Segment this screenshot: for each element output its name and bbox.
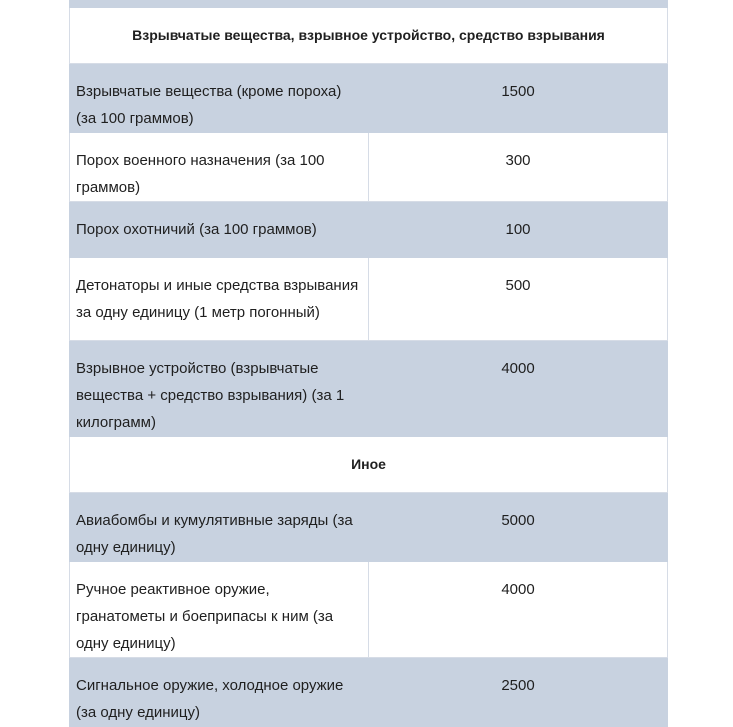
item-name: Авиабомбы и кумулятивные заряды (за одну единицу) — [70, 493, 369, 562]
table-row — [70, 64, 668, 133]
table-row — [70, 562, 668, 658]
price-table-container — [69, 0, 668, 721]
table-row — [70, 258, 668, 341]
section-header-explosives — [70, 8, 668, 64]
item-name: Детонаторы и иные средства взрывания за одну единицу (1 метр погонный) — [70, 258, 369, 341]
section-title: Иное — [70, 437, 668, 493]
item-value: 2500 — [369, 658, 668, 727]
item-value: 1500 — [369, 64, 668, 133]
item-value: 5000 — [369, 493, 668, 562]
section-header-other — [70, 437, 668, 493]
item-value: 4000 — [369, 562, 668, 658]
item-value: 100 — [369, 202, 668, 258]
item-name: Ручное реактивное оружие, гранатометы и боеприпасы к ним (за одну единицу) — [70, 562, 369, 658]
table-row — [70, 493, 668, 562]
table-row — [70, 341, 668, 437]
section-title: Взрывчатые вещества, взрывное устройство, средство взрывания — [70, 8, 668, 64]
table-row — [70, 658, 668, 727]
item-name: Порох военного назначения (за 100 граммов) — [70, 133, 369, 202]
item-name: Взрывчатые вещества (кроме пороха) (за 100 граммов) — [70, 64, 369, 133]
table-row — [70, 202, 668, 258]
price-table — [69, 0, 668, 727]
item-value: 4000 — [369, 341, 668, 437]
item-value: 500 — [369, 258, 668, 341]
item-value: 300 — [369, 133, 668, 202]
item-name: Взрывное устройство (взрывчатые вещества + средство взрывания) (за 1 килограмм) — [70, 341, 369, 437]
table-row — [70, 133, 668, 202]
item-name: Порох охотничий (за 100 граммов) — [70, 202, 369, 258]
item-name: Сигнальное оружие, холодное оружие (за одну единицу) — [70, 658, 369, 727]
table-top-strip — [70, 1, 668, 8]
